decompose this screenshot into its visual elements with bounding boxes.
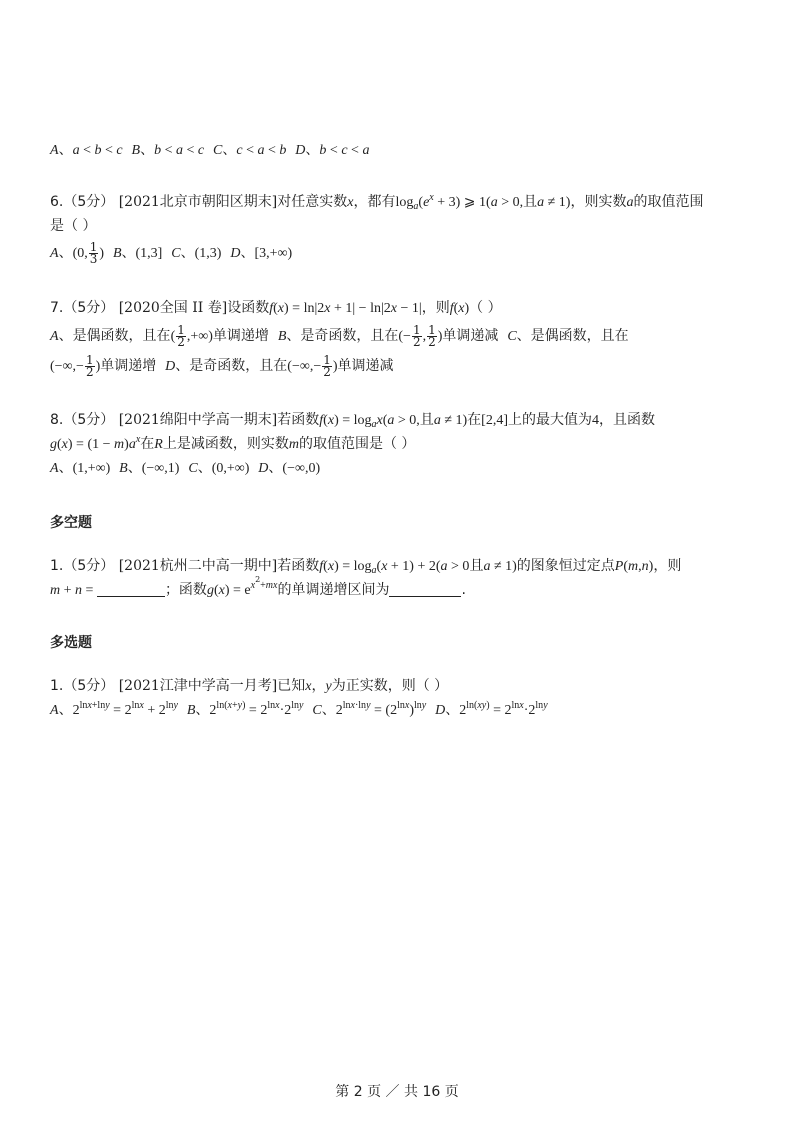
q8-number: 8.（5分） [50, 412, 115, 428]
q7-source: [2020全国 II 卷] [118, 300, 228, 316]
answer-blank-1 [97, 582, 165, 597]
multi1-source: [2021江津中学高一月考] [118, 678, 278, 694]
q6-stem-b: ，都有 [353, 194, 396, 210]
fill1-number: 1.（5分） [50, 558, 115, 574]
q7-opt-d: 是奇函数，且在 [189, 358, 288, 374]
fill1-source: [2021杭州二中高一期中] [118, 558, 278, 574]
q5-options: A、a < b < c B、b < a < c C、c < a < b D、b < c < a [50, 142, 370, 158]
multi1-options: A、$2^{lnx+lny} = 2^{lnx} + 2^{lny}$ B、$2^{ln(x+y)} = 2^{lnx}\cdot 2^{lny}$ C、$2^{lnx\cdot lny} = (2^{lnx})^{lny}$ D、$2^{ln(xy)} = 2^{lnx}\cdot 2^{lny}$ [50, 700, 548, 718]
q7-options-2: (−∞,− $\frac{1}{2}$ )单调递增 D、是奇函数，且在(−∞,− $\frac{1}{2}$ )单调递减 [50, 352, 394, 379]
q8-stem-b: 在 [467, 412, 482, 428]
q6-stem-2: 是（ ） [50, 218, 97, 234]
q8-stem-c: 上的最大值为 [508, 412, 592, 428]
fill1-stem: 1.（5分） [2021杭州二中高一期中]若函数$f(x) = \log_a(x + 1) + 2(a > 0$且a ≠ 1)的图象恒过定点P(m,n)，则 [50, 558, 682, 576]
q6-number: 6.（5分） [50, 194, 115, 210]
multi1-stem-a: 已知 [277, 678, 306, 694]
q7-stem-b: ，则 [421, 300, 450, 316]
q6-options: A、(0, $\frac{1}{3}$ ) B、(1,3] C、(1,3) D、[3,+∞) [50, 239, 293, 266]
q7-options-1: A、是偶函数，且在( $\frac{1}{2}$ ,+∞)单调递增 B、是奇函数，且在(− $\frac{1}{2}$ , $\frac{1}{2}$ )单调递减 C、是偶函数，且在 [50, 322, 629, 349]
q8-stem-2: $g(x) = (1 - m)a^x$在R上是减函数，则实数m的取值范围是（ ） [50, 434, 416, 452]
q7-opt-a: 是偶函数，且在 [72, 328, 171, 344]
q8-stem-f: 上是减函数，则实数 [162, 436, 289, 452]
q7-opt-d2: 单调递减 [337, 358, 394, 374]
q8-stem-g: 的取值范围是（ ） [298, 436, 416, 452]
q8-stem-a: 若函数 [277, 412, 320, 428]
section-title-multi: 多选题 [50, 635, 92, 651]
q6-stem-c: ，则实数 [570, 194, 627, 210]
fill1-stem-a: 若函数 [277, 558, 320, 574]
q7-opt-a2: 单调递增 [212, 328, 269, 344]
q8-stem: 8.（5分） [2021绵阳中学高一期末]若函数$f(x) = \log_ax(a > 0$,且a ≠ 1)在[2,4]上的最大值为4，且函数 [50, 412, 655, 430]
q7-opt-c: 是偶函数，且在 [530, 328, 629, 344]
fill1-stem-c: ，则 [653, 558, 682, 574]
q8-source: [2021绵阳中学高一期末] [118, 412, 278, 428]
answer-blank-2 [389, 582, 461, 597]
q8-options: A、(1,+∞) B、(−∞,1) C、(0,+∞) D、(−∞,0) [50, 460, 321, 476]
fill1-stem-b: 的图象恒过定点 [516, 558, 615, 574]
page-footer: 第 2 页 ／ 共 16 页 [335, 1084, 459, 1100]
multi1-stem: 1.（5分） [2021江津中学高一月考]已知x，y为正实数，则（ ） [50, 678, 449, 694]
q6-stem: 6.（5分） [2021北京市朝阳区期末]对任意实数x，都有$\log_a(e^x + 3)$ ⩾ 1(a > 0,且a ≠ 1)，则实数a的取值范围 [50, 192, 704, 212]
q6-stem-d: 的取值范围 [633, 194, 704, 210]
q7-stem-a: 设函数 [227, 300, 270, 316]
q7-stem-c: （ ） [469, 300, 502, 316]
q7-stem: 7.（5分） [2020全国 II 卷]设函数f(x) = ln|2x + 1| − ln|2x − 1|，则f(x)（ ） [50, 300, 502, 316]
q7-opt-b2: 单调递减 [442, 328, 499, 344]
fill1-stem-e: 的单调递增区间为 [277, 582, 390, 598]
q8-stem-d: ，且函数 [599, 412, 655, 428]
fill1-stem-d: ；函数 [164, 582, 207, 598]
section-title-fill: 多空题 [50, 515, 92, 531]
multi1-number: 1.（5分） [50, 678, 115, 694]
q7-opt-c2: 单调递增 [100, 358, 157, 374]
q7-opt-b: 是奇函数，且在 [300, 328, 399, 344]
q7-number: 7.（5分） [50, 300, 115, 316]
fill1-stem-f: . [461, 582, 466, 598]
multi1-stem-b: 为正实数，则（ ） [331, 678, 449, 694]
q6-stem-a: 对任意实数 [277, 194, 348, 210]
q6-source: [2021北京市朝阳区期末] [118, 194, 278, 210]
fill1-stem-2: m + n = ；函数$g(x) = e^{x^2+mx}$的单调递增区间为 . [50, 575, 466, 598]
q8-stem-e: 在 [140, 436, 155, 452]
